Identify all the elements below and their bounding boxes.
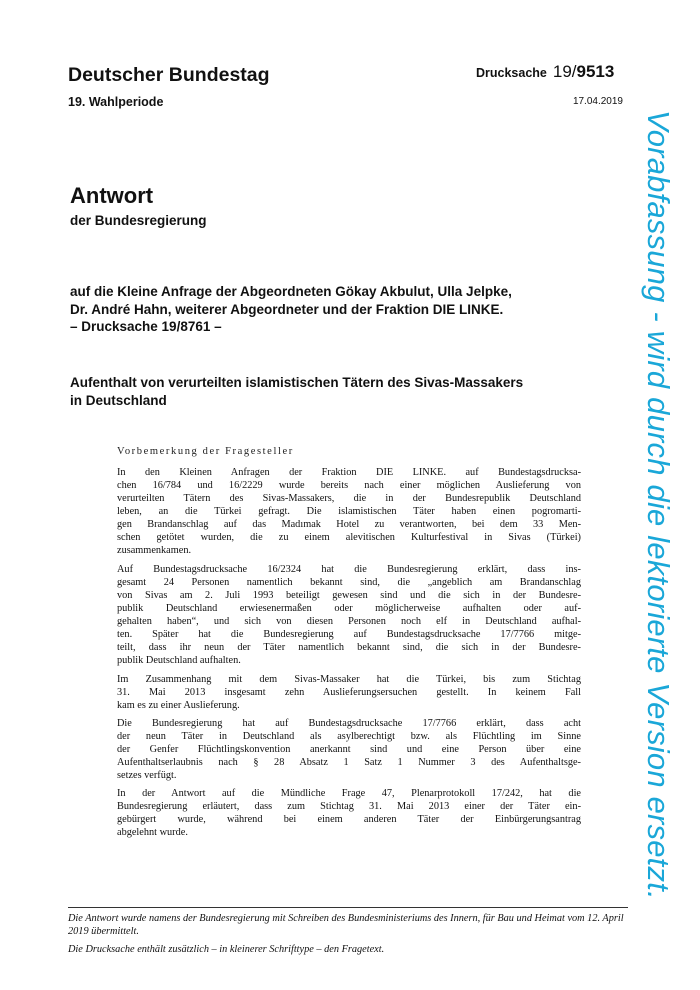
text-line: Aufenthaltserlaubnis nach § 28 Absatz 1 Satz 1 Nummer 3 des Aufenthaltsge- xyxy=(117,757,581,769)
drucksache-label: Drucksache xyxy=(476,66,547,80)
text-line: setzes verfügt. xyxy=(117,770,177,782)
preliminary-paragraph-4 xyxy=(117,717,581,782)
document-title: Antwort xyxy=(70,183,154,208)
topic-line: in Deutschland xyxy=(70,393,167,408)
electoral-period: 19. Wahlperiode xyxy=(68,95,164,109)
topic-title xyxy=(70,374,610,410)
text-line: der neun Täter in Deutschland als asylberechtigt bzw. als Flüchtling im Sinne xyxy=(117,731,581,743)
text-line: 31. Mai 2013 insgesamt zehn Auslieferungsersuchen gestellt. In keinem Fall xyxy=(117,687,581,699)
footer-typeface-note: Die Drucksache enthält zusätzlich – in kleinerer Schrifttype – den Fragetext. xyxy=(68,944,385,955)
preliminary-paragraph-3 xyxy=(117,673,581,712)
text-line: gen Brandanschlag auf das Madımak Hotel zu verantworten, bei dem 33 Men- xyxy=(117,519,581,531)
text-line: publik Deutschland aufhalten. xyxy=(117,655,241,667)
text-line: verurteilten Tätern des Sivas-Massakers, die in der Bundesrepublik Deutschland xyxy=(117,493,581,505)
drucksache-number xyxy=(476,62,614,82)
text-line: gehalten haben“, und sich von diesen Personen noch elf in Deutschland aufhal- xyxy=(117,616,581,628)
text-line: abgelehnt wurde. xyxy=(117,827,188,839)
text-line: Die Bundesregierung hat auf Bundestagsdrucksache 17/7766 erklärt, dass acht xyxy=(117,718,581,729)
text-line: schen getötet wurden, die zu einem alevitischen Kulturfestival in Sivas (Türkei) xyxy=(117,532,581,544)
text-line: Im Zusammenhang mit dem Sivas-Massaker hat die Türkei, bis zum Stichtag xyxy=(117,674,581,685)
text-line: publik Deutschland erwiesenermaßen oder möglicherweise aufhalten oder auf- xyxy=(117,603,581,615)
preliminary-paragraph-1 xyxy=(117,466,581,557)
text-line: teilt, dass ihr neun der Täter namentlich bekannt sind, die sich in der Bundesre- xyxy=(117,642,581,654)
text-line: Auf Bundestagsdrucksache 16/2324 hat die Bundesregierung erklärt, dass ins- xyxy=(117,564,581,575)
drucksache-id: 9513 xyxy=(576,62,615,81)
text-line: gebürgert wurde, während bei einem anderen Täter der Einbürgerungsantrag xyxy=(117,814,581,826)
text-line: Bundesregierung erläutert, dass zum Stichtag 31. Mai 2013 einer der Täter ein- xyxy=(117,801,581,813)
text-line: leben, an die Türkei gefragt. Die islamistischen Täter haben einen pogromarti- xyxy=(117,506,581,518)
preliminary-remark-heading: Vorbemerkung der Fragesteller xyxy=(117,446,294,457)
text-line: ten. Später hat die Bundesregierung auf Bundestagsdrucksache 17/7766 mitge- xyxy=(117,629,581,641)
text-line: kam es zu einer Auslieferung. xyxy=(117,700,240,712)
parliament-name: Deutscher Bundestag xyxy=(68,64,270,86)
inquiry-line: Dr. André Hahn, weiterer Abgeordneter und der Fraktion DIE LINKE. xyxy=(70,301,504,317)
topic-line: Aufenthalt von verurteilten islamistischen Tätern des Sivas-Massakers xyxy=(70,375,524,390)
drucksache-prefix: 19/ xyxy=(552,62,577,81)
text-line: chen 16/784 und 16/2229 wurde bereits nach einer möglichen Auslieferung von xyxy=(117,480,581,492)
text-line: der Genfer Flüchtlingskonvention anerkannt sind und eine Person über eine xyxy=(117,744,581,756)
inquiry-line: – Drucksache 19/8761 – xyxy=(70,319,222,334)
text-line: zusammenkamen. xyxy=(117,545,192,557)
text-line: gesamt 24 Personen namentlich bekannt sind, die „angeblich am Brandanschlag xyxy=(117,577,581,589)
text-line: von Sivas am 2. Juli 1993 beteiligt gewesen sind und die sich in der Bundesre- xyxy=(117,590,581,602)
draft-watermark: Vorabfassung - wird durch die lektorierte Version ersetzt. xyxy=(641,110,676,900)
document-subtitle: der Bundesregierung xyxy=(70,213,207,228)
text-line: In den Kleinen Anfragen der Fraktion DIE LINKE. auf Bundestagsdrucksa- xyxy=(117,467,581,478)
text-line: In der Antwort auf die Mündliche Frage 47, Plenarprotokoll 17/242, hat die xyxy=(117,788,581,799)
inquiry-reference xyxy=(70,283,590,336)
inquiry-line: auf die Kleine Anfrage der Abgeordneten Gökay Akbulut, Ulla Jelpke, xyxy=(70,284,512,299)
preliminary-paragraph-5 xyxy=(117,787,581,839)
preliminary-paragraph-2 xyxy=(117,563,581,667)
document-date: 17.04.2019 xyxy=(572,96,623,107)
footer-transmission-note: Die Antwort wurde namens der Bundesregierung mit Schreiben des Bundesministeriums des Innern, für Bau und Heimat vom 12. April 2019 übermittelt. xyxy=(68,913,624,937)
footer-divider xyxy=(68,907,628,908)
